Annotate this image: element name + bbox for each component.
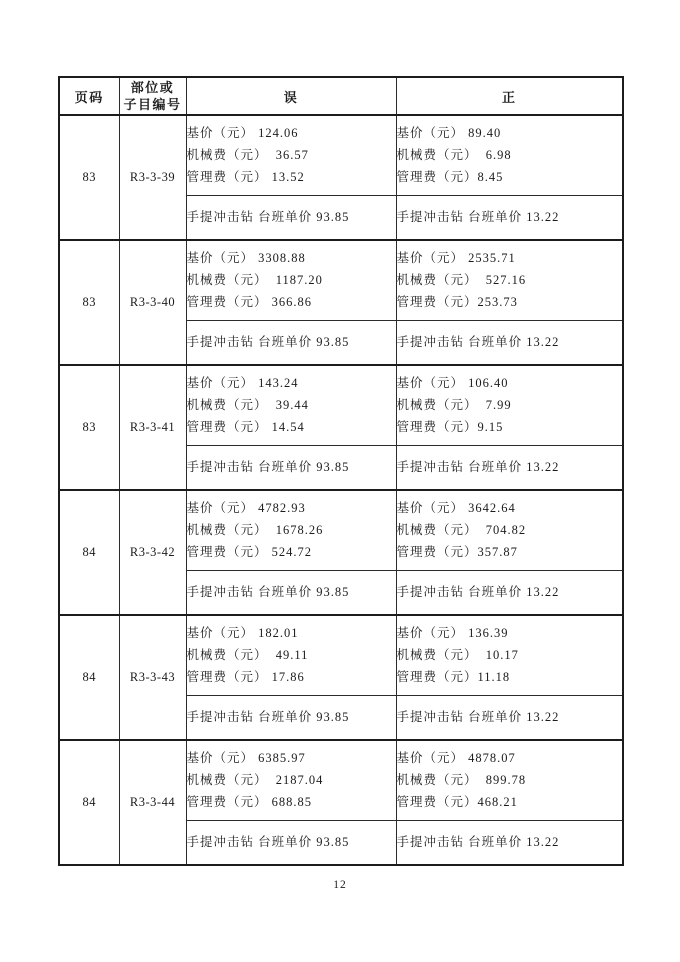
table-header-row	[59, 77, 623, 115]
machinery-fee-line: 机械费（元） 39.44	[186, 398, 309, 413]
machinery-fee-line: 机械费（元） 1678.26	[186, 523, 324, 538]
table-row	[59, 115, 623, 195]
unit-price-line: 手提冲击钻 台班单价 93.85	[186, 710, 350, 725]
wrong-detail-cell	[186, 490, 396, 570]
item-code-cell: R3-3-43	[119, 615, 186, 740]
page-number-cell: 84	[59, 490, 119, 615]
unit-price-line: 手提冲击钻 台班单价 13.22	[396, 710, 560, 725]
management-fee-line: 管理费（元） 13.52	[186, 170, 305, 185]
management-fee-line: 管理费（元） 17.86	[186, 670, 305, 685]
correct-unit-price-cell	[396, 570, 623, 615]
base-price-line: 基价（元） 143.24	[186, 376, 299, 391]
machinery-fee-line: 机械费（元） 6.98	[396, 148, 512, 163]
machinery-fee-line: 机械费（元） 7.99	[396, 398, 512, 413]
correct-detail-cell	[396, 740, 623, 820]
management-fee-line: 管理费（元）357.87	[396, 545, 518, 560]
wrong-detail-cell	[186, 615, 396, 695]
wrong-unit-price-cell	[186, 445, 396, 490]
management-fee-line: 管理费（元）8.45	[396, 170, 504, 185]
wrong-unit-price-cell	[186, 820, 396, 865]
wrong-detail-cell	[186, 240, 396, 320]
table-row	[59, 490, 623, 570]
base-price-line: 基价（元） 3642.64	[396, 501, 516, 516]
management-fee-line: 管理费（元）253.73	[396, 295, 518, 310]
correct-unit-price-cell	[396, 320, 623, 365]
wrong-unit-price-cell	[186, 195, 396, 240]
machinery-fee-line: 机械费（元） 36.57	[186, 148, 309, 163]
unit-price-line: 手提冲击钻 台班单价 13.22	[396, 835, 560, 850]
machinery-fee-line: 机械费（元） 2187.04	[186, 773, 324, 788]
correct-detail-cell	[396, 115, 623, 195]
management-fee-line: 管理费（元） 688.85	[186, 795, 313, 810]
page-number-cell: 83	[59, 240, 119, 365]
wrong-detail-cell	[186, 115, 396, 195]
page-number-cell: 83	[59, 365, 119, 490]
unit-price-line: 手提冲击钻 台班单价 93.85	[186, 335, 350, 350]
unit-price-line: 手提冲击钻 台班单价 13.22	[396, 210, 560, 225]
wrong-unit-price-cell	[186, 570, 396, 615]
col-header-section	[119, 77, 186, 115]
base-price-line: 基价（元） 4878.07	[396, 751, 516, 766]
machinery-fee-line: 机械费（元） 1187.20	[186, 273, 323, 288]
table-row	[59, 240, 623, 320]
wrong-unit-price-cell	[186, 695, 396, 740]
management-fee-line: 管理费（元）468.21	[396, 795, 518, 810]
management-fee-line: 管理费（元）9.15	[396, 420, 504, 435]
page-footer-number: 12	[333, 879, 347, 891]
management-fee-line: 管理费（元） 366.86	[186, 295, 313, 310]
correct-unit-price-cell	[396, 445, 623, 490]
base-price-line: 基价（元） 4782.93	[186, 501, 306, 516]
unit-price-line: 手提冲击钻 台班单价 13.22	[396, 585, 560, 600]
col-header-section-line1: 部位或	[130, 80, 175, 95]
table-row	[59, 740, 623, 820]
item-code-cell: R3-3-42	[119, 490, 186, 615]
correct-unit-price-cell	[396, 195, 623, 240]
unit-price-line: 手提冲击钻 台班单价 93.85	[186, 210, 350, 225]
management-fee-line: 管理费（元） 524.72	[186, 545, 313, 560]
correct-detail-cell	[396, 490, 623, 570]
machinery-fee-line: 机械费（元） 704.82	[396, 523, 527, 538]
errata-table	[58, 76, 624, 866]
machinery-fee-line: 机械费（元） 49.11	[186, 648, 309, 663]
machinery-fee-line: 机械费（元） 10.17	[396, 648, 519, 663]
item-code-cell: R3-3-44	[119, 740, 186, 865]
wrong-unit-price-cell	[186, 320, 396, 365]
col-header-page: 页码	[59, 77, 119, 115]
wrong-detail-cell	[186, 365, 396, 445]
wrong-detail-cell	[186, 740, 396, 820]
correct-detail-cell	[396, 240, 623, 320]
unit-price-line: 手提冲击钻 台班单价 93.85	[186, 460, 350, 475]
unit-price-line: 手提冲击钻 台班单价 93.85	[186, 835, 350, 850]
base-price-line: 基价（元） 136.39	[396, 626, 509, 641]
base-price-line: 基价（元） 124.06	[186, 126, 299, 141]
base-price-line: 基价（元） 182.01	[186, 626, 299, 641]
correct-detail-cell	[396, 365, 623, 445]
unit-price-line: 手提冲击钻 台班单价 13.22	[396, 460, 560, 475]
col-header-wrong: 误	[186, 77, 396, 115]
correct-unit-price-cell	[396, 820, 623, 865]
base-price-line: 基价（元） 6385.97	[186, 751, 306, 766]
table-row	[59, 615, 623, 695]
machinery-fee-line: 机械费（元） 899.78	[396, 773, 527, 788]
base-price-line: 基价（元） 89.40	[396, 126, 502, 141]
management-fee-line: 管理费（元）11.18	[396, 670, 511, 685]
item-code-cell: R3-3-40	[119, 240, 186, 365]
management-fee-line: 管理费（元） 14.54	[186, 420, 305, 435]
page-number-cell: 84	[59, 740, 119, 865]
unit-price-line: 手提冲击钻 台班单价 13.22	[396, 335, 560, 350]
col-header-section-line2: 子目编号	[123, 97, 182, 112]
table-row	[59, 365, 623, 445]
correct-detail-cell	[396, 615, 623, 695]
base-price-line: 基价（元） 3308.88	[186, 251, 306, 266]
col-header-correct: 正	[396, 77, 623, 115]
base-price-line: 基价（元） 106.40	[396, 376, 509, 391]
item-code-cell: R3-3-39	[119, 115, 186, 240]
item-code-cell: R3-3-41	[119, 365, 186, 490]
base-price-line: 基价（元） 2535.71	[396, 251, 516, 266]
correct-unit-price-cell	[396, 695, 623, 740]
page-number-cell: 83	[59, 115, 119, 240]
page-number-cell: 84	[59, 615, 119, 740]
machinery-fee-line: 机械费（元） 527.16	[396, 273, 527, 288]
unit-price-line: 手提冲击钻 台班单价 93.85	[186, 585, 350, 600]
